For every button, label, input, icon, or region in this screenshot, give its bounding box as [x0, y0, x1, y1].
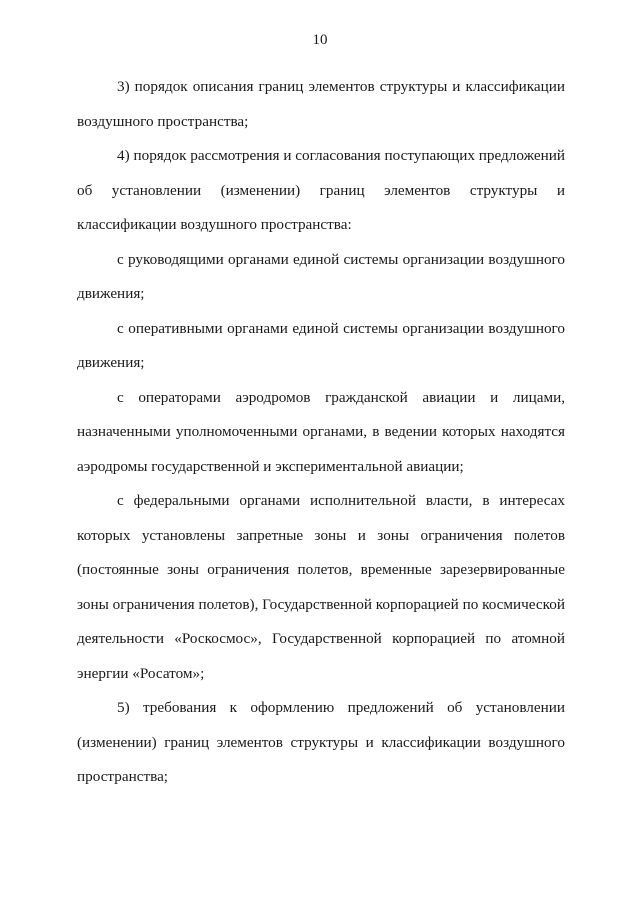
paragraph-federal-authorities: с федеральными органами исполнительной власти, в интересах которых установлены запретные зоны и зоны ограничения полетов (постоянные зоны ограничения полетов, временные зарезервированные зоны ограничения полетов), Государственной корпорацией по космической деятельности «Роскосмос», Государственной корпорацией по атомной энергии «Росатом»; [77, 492, 565, 682]
paragraph-item-3: 3) порядок описания границ элементов структуры и классификации воздушного пространства; [77, 78, 565, 130]
paragraph-aerodrome-operators: с операторами аэродромов гражданской авиации и лицами, назначенными уполномоченными органами, в ведении которых находятся аэродромы государственной и экспериментальной авиации; [77, 388, 565, 475]
paragraph-governing-bodies: с руководящими органами единой системы организации воздушного движения; [77, 250, 565, 302]
document-body [77, 70, 565, 795]
paragraph-item-4: 4) порядок рассмотрения и согласования поступающих предложений об установлении (изменении) границ элементов структуры и классификации воздушного пространства: [77, 147, 565, 233]
paragraph-operational-bodies: с оперативными органами единой системы организации воздушного движения; [77, 319, 565, 371]
page-number: 10 [312, 32, 328, 48]
paragraph-item-5: 5) требования к оформлению предложений об установлении (изменении) границ элементов структуры и классификации воздушного пространства; [77, 699, 565, 785]
